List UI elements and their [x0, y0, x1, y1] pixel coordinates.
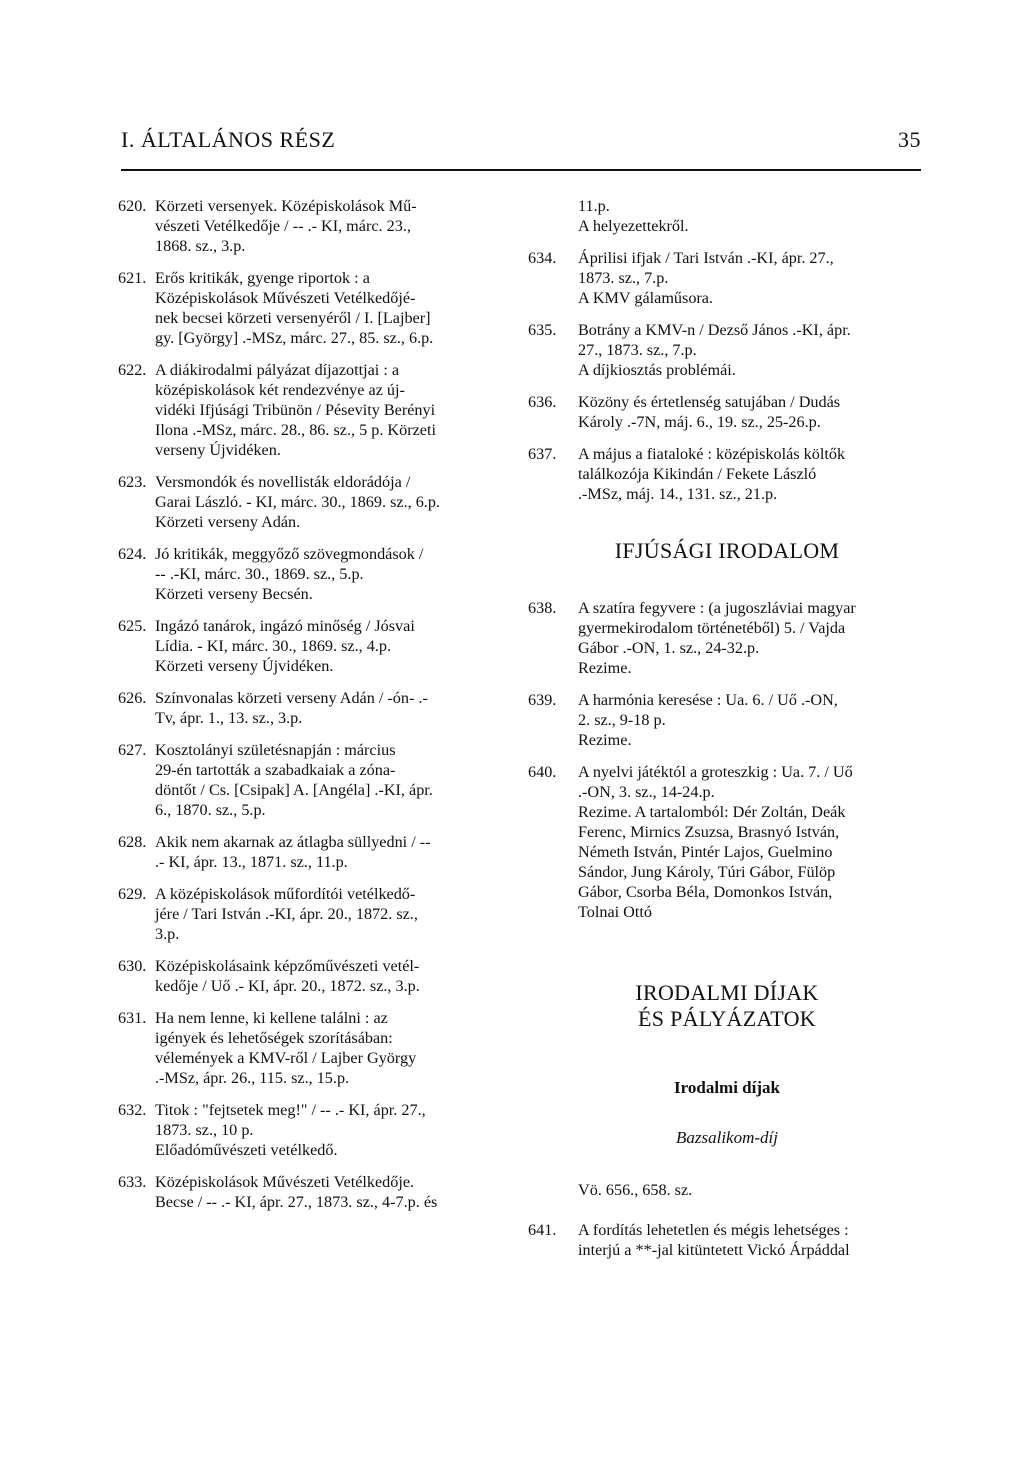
page-number: 35 — [898, 127, 921, 152]
continuation-line: 11.p. — [578, 197, 610, 215]
entry-text-line: A május a fiataloké : középiskolás költők — [578, 445, 846, 463]
subheading-irodalmi-dijak: Irodalmi díjak — [674, 1078, 780, 1097]
entry-text-line: A díjkiosztás problémái. — [578, 361, 736, 379]
entry-text-line: gyermekirodalom történetéből) 5. / Vajda — [578, 619, 846, 637]
cross-reference: Vö. 656., 658. sz. — [578, 1181, 693, 1199]
entry-text-line: .-ON, 3. sz., 14-24.p. — [578, 783, 715, 801]
section-title: I. ÁLTALÁNOS RÉSZ — [121, 127, 336, 152]
entry-text-line: .-MSz, ápr. 26., 115. sz., 15.p. — [155, 1069, 350, 1087]
entry-number: 629. — [118, 885, 147, 903]
entry-number: 628. — [118, 833, 147, 851]
entry-text-line: Botrány a KMV-n / Dezső János .-KI, ápr. — [578, 321, 851, 339]
header-rule — [121, 169, 921, 171]
subheading-bazsalikom: Bazsalikom-díj — [676, 1128, 778, 1147]
entry-text-line: Rezime. — [578, 731, 632, 749]
entry-text-line: döntőt / Cs. [Csipak] A. [Angéla] .-KI, ápr. — [155, 781, 433, 799]
bibliography-entry — [118, 268, 510, 348]
entry-text-line: Körzeti verseny Újvidéken. — [155, 657, 334, 675]
entry-text-line: Áprilisi ifjak / Tari István .-KI, ápr. 27., — [578, 249, 834, 267]
entry-text-line: 3.p. — [155, 925, 180, 943]
entry-text-line: Ingázó tanárok, ingázó minőség / Jósvai — [155, 617, 415, 635]
bibliography-entry — [528, 320, 926, 380]
entry-text-line: Ilona .-MSz, márc. 28., 86. sz., 5 p. Körzeti — [155, 421, 436, 439]
bibliography-entry — [528, 392, 926, 432]
entry-text-line: Gábor .-ON, 1. sz., 24-32.p. — [578, 639, 760, 657]
entry-text-line: verseny Újvidéken. — [155, 441, 281, 459]
entry-text-line: A diákirodalmi pályázat díjazottjai : a — [155, 361, 400, 379]
entry-text-line: Rezime. — [578, 659, 632, 677]
bibliography-entry — [118, 1100, 510, 1160]
entry-text-line: vészeti Vetélkedője / -- .- KI, márc. 23., — [155, 217, 411, 235]
bibliography-entry — [528, 690, 926, 750]
entry-number: 630. — [118, 957, 147, 975]
entry-number: 625. — [118, 617, 147, 635]
entry-text-line: 1868. sz., 3.p. — [155, 237, 246, 255]
section-heading-line: IRODALMI DÍJAK — [635, 980, 819, 1005]
entry-text-line: Körzeti versenyek. Középiskolások Mű- — [155, 197, 417, 215]
bibliography-entry — [118, 616, 510, 676]
entry-number: 641. — [528, 1221, 557, 1239]
entry-number: 639. — [528, 691, 557, 709]
entry-number: 640. — [528, 763, 557, 781]
entry-text-line: A nyelvi játéktól a groteszkig : Ua. 7. / Uő — [578, 763, 853, 781]
running-header — [121, 127, 921, 159]
bibliography-entry — [118, 1172, 510, 1212]
bibliography-entry — [118, 1008, 510, 1088]
entry-text-line: A KMV gálaműsora. — [578, 289, 714, 307]
entry-text-line: interjú a **-jal kitüntetett Vickó Árpáddal — [578, 1241, 850, 1259]
bibliography-entry — [528, 1220, 926, 1260]
entry-text-line: 6., 1870. sz., 5.p. — [155, 801, 266, 819]
section-heading-dijak — [528, 980, 926, 1032]
entry-text-line: Titok : "fejtsetek meg!" / -- .- KI, ápr. 27., — [155, 1101, 426, 1119]
entry-text-line: találkozója Kikindán / Fekete László — [578, 465, 817, 483]
entry-text-line: vidéki Ifjúsági Tribünön / Pésevity Berényi — [155, 401, 436, 419]
entry-text-line: Tolnai Ottó — [578, 903, 652, 921]
entry-text-line: Gábor, Csorba Béla, Domonkos István, — [578, 883, 833, 901]
entry-number: 623. — [118, 473, 147, 491]
left-column — [118, 196, 510, 1224]
entry-text-line: A középiskolások műfordítói vetélkedő- — [155, 885, 416, 903]
entry-number: 620. — [118, 197, 147, 215]
entry-text-line: Károly .-7N, máj. 6., 19. sz., 25-26.p. — [578, 413, 821, 431]
entry-text-line: Lídia. - KI, márc. 30., 1869. sz., 4.p. — [155, 637, 392, 655]
bibliography-entry — [118, 360, 510, 460]
entry-text-line: kedője / Uő .- KI, ápr. 20., 1872. sz., 3.p. — [155, 977, 420, 995]
entry-group-b — [528, 598, 926, 922]
entry-text-line: nek becsei körzeti versenyéről / I. [Lajber] — [155, 309, 431, 327]
entry-text-line: .-MSz, máj. 14., 131. sz., 21.p. — [578, 485, 778, 503]
entry-text-line: Ferenc, Mirnics Zsuzsa, Brasnyó István, — [578, 823, 840, 841]
entry-text-line: 29-én tartották a szabadkaiak a zóna- — [155, 761, 396, 779]
entry-number: 621. — [118, 269, 147, 287]
bibliography-entry — [528, 248, 926, 308]
entry-text-line: Erős kritikák, gyenge riportok : a — [155, 269, 370, 287]
entry-text-line: Németh István, Pintér Lajos, Guelmino — [578, 843, 833, 861]
entry-text-line: Középiskolások Művészeti Vetélkedőjé- — [155, 289, 416, 307]
bibliography-entry — [118, 832, 510, 872]
entry-number: 631. — [118, 1009, 147, 1027]
entry-text-line: 1873. sz., 7.p. — [578, 269, 669, 287]
entry-text-line: gy. [György] .-MSz, márc. 27., 85. sz., 6.p. — [155, 329, 434, 347]
entry-number: 632. — [118, 1101, 147, 1119]
entry-text-line: 27., 1873. sz., 7.p. — [578, 341, 697, 359]
entry-number: 636. — [528, 393, 557, 411]
entry-text-line: 1873. sz., 10 p. — [155, 1121, 254, 1139]
entry-group-a — [528, 248, 926, 504]
entry-text-line: Közöny és értetlenség satujában / Dudás — [578, 393, 841, 411]
entry-text-line: jére / Tari István .-KI, ápr. 20., 1872. sz., — [155, 905, 418, 923]
bibliography-entry — [118, 472, 510, 532]
entry-text-line: Akik nem akarnak az átlagba süllyedni / -- — [155, 833, 431, 851]
entry-text-line: 2. sz., 9-18 p. — [578, 711, 666, 729]
entry-text-line: A szatíra fegyvere : (a jugoszláviai magyar — [578, 599, 856, 617]
bibliography-entry — [118, 688, 510, 728]
entry-number: 624. — [118, 545, 147, 563]
bibliography-entry — [118, 956, 510, 996]
entry-text-line: Sándor, Jung Károly, Túri Gábor, Fülöp — [578, 863, 836, 881]
entry-text-line: Versmondók és novellisták eldorádója / — [155, 473, 411, 491]
entry-text-line: Középiskolásaink képzőművészeti vetél- — [155, 957, 420, 975]
continuation-line: A helyezettekről. — [578, 217, 689, 235]
bibliography-entry — [118, 884, 510, 944]
bibliography-entry — [528, 762, 926, 922]
entry-number: 638. — [528, 599, 557, 617]
section-heading-ifjusagi: IFJÚSÁGI IRODALOM — [614, 538, 840, 563]
entry-text-line: A fordítás lehetetlen és mégis lehetséges : — [578, 1221, 849, 1239]
continuation-block — [528, 196, 926, 236]
entry-number: 633. — [118, 1173, 147, 1191]
entry-text-line: Becse / -- .- KI, ápr. 27., 1873. sz., 4-7.p. és — [155, 1193, 438, 1211]
entry-text-line: .- KI, ápr. 13., 1871. sz., 11.p. — [155, 853, 348, 871]
entry-text-line: Középiskolások Művészeti Vetélkedője. — [155, 1173, 415, 1191]
entry-text-line: Körzeti verseny Becsén. — [155, 585, 313, 603]
entry-text-line: vélemények a KMV-ről / Lajber György — [155, 1049, 417, 1067]
entry-text-line: Tv, ápr. 1., 13. sz., 3.p. — [155, 709, 303, 727]
right-column — [528, 196, 926, 1272]
entry-text-line: A harmónia keresése : Ua. 6. / Uő .-ON, — [578, 691, 838, 709]
entry-text-line: Kosztolányi születésnapján : március — [155, 741, 396, 759]
entry-number: 634. — [528, 249, 557, 267]
bibliography-entry — [118, 740, 510, 820]
entry-text-line: -- .-KI, márc. 30., 1869. sz., 5.p. — [155, 565, 364, 583]
bibliography-entry — [528, 598, 926, 678]
entry-text-line: Színvonalas körzeti verseny Adán / -ón- .- — [155, 689, 428, 707]
entry-text-line: Előadóművészeti vetélkedő. — [155, 1141, 338, 1159]
entry-text-line: Garai László. - KI, márc. 30., 1869. sz., 6.p. — [155, 493, 440, 511]
entry-text-line: Jó kritikák, meggyőző szövegmondások / — [155, 545, 424, 563]
entry-number: 637. — [528, 445, 557, 463]
entry-text-line: Ha nem lenne, ki kellene találni : az — [155, 1009, 388, 1027]
entry-text-line: középiskolások két rendezvénye az új- — [155, 381, 405, 399]
entry-text-line: igények és lehetőségek szorításában: — [155, 1029, 393, 1047]
entry-text-line: Rezime. A tartalomból: Dér Zoltán, Deák — [578, 803, 846, 821]
bibliography-entry — [528, 444, 926, 504]
entry-number: 626. — [118, 689, 147, 707]
entry-text-line: Körzeti verseny Adán. — [155, 513, 301, 531]
section-heading-line: ÉS PÁLYÁZATOK — [638, 1006, 816, 1031]
entry-number: 635. — [528, 321, 557, 339]
entry-group-c — [528, 1220, 926, 1260]
bibliography-entry — [118, 544, 510, 604]
bibliography-entry — [118, 196, 510, 256]
entry-number: 622. — [118, 361, 147, 379]
entry-number: 627. — [118, 741, 147, 759]
